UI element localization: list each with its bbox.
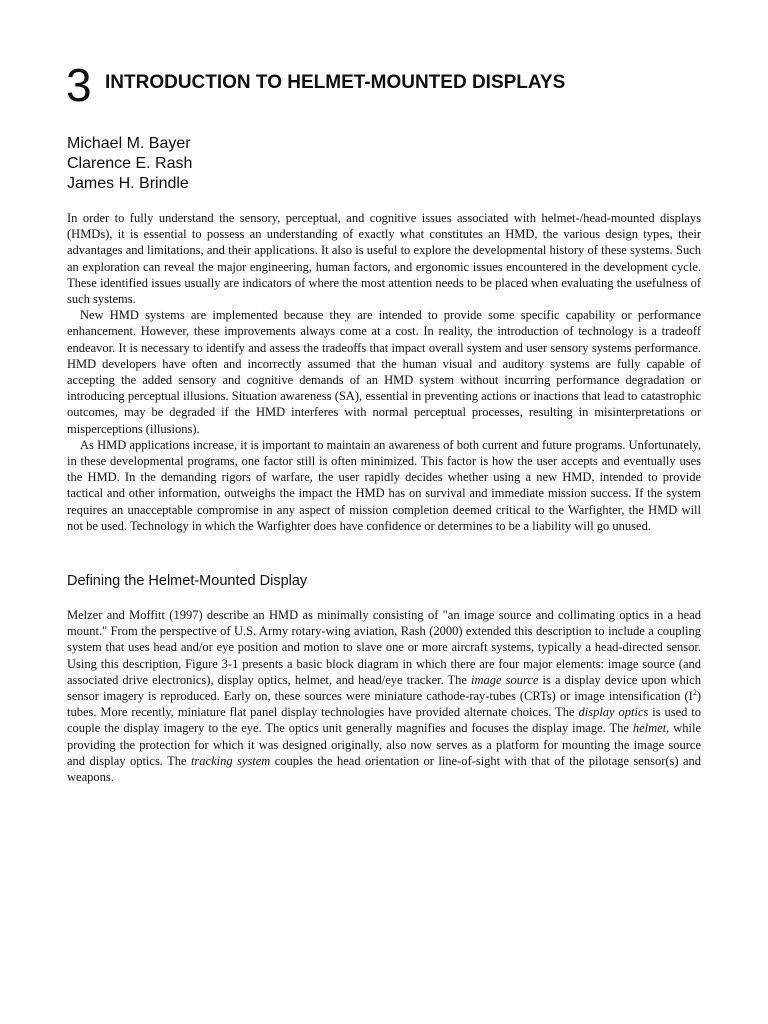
paragraph: As HMD applications increase, it is important to maintain an awareness of both current and future programs. Unfortunately, in these developmental programs, one factor still is often minimized. This factor is how the user accepts and eventually uses the HMD. In the demanding rigors of warfare, the user rapidly decides whether using a new HMD, intended to provide tactical and other information, outweighs the impact the HMD has on survival and immediate mission success. If the system requires an unacceptable compromise in any aspect of mission completion deemed critical to the Warfighter, the HMD will not be used. Technology in which the Warfighter does have confidence or determines to be a liability will go unused. <box>67 437 701 533</box>
text-run: ) tubes. More recently, miniature flat panel display technologies have provided alternate choices. The <box>67 689 701 720</box>
section-heading: Defining the Helmet-Mounted Display <box>67 573 308 589</box>
author-name: Michael M. Bayer <box>67 135 191 152</box>
text-run: couples the head orientation or line-of-sight with that of the pilotage sensor(s) and weapons. <box>67 753 702 785</box>
chapter-title: INTRODUCTION TO HELMET-MOUNTED DISPLAYS <box>105 72 566 93</box>
intro-section <box>67 210 701 534</box>
section-body <box>67 607 701 785</box>
term-helmet: helmet <box>632 721 667 736</box>
text-run: is a display device upon which sensor imagery is reproduced. Early on, these sources were miniature cathode-ray-tubes (CRTs) or image intensification (I <box>67 672 701 704</box>
paragraph <box>67 607 701 785</box>
text-run: , while providing the protection for which it was designed originally, also now serves as a platform for mounting the image source and display optics. The <box>67 721 701 768</box>
term-tracking-system: tracking system <box>190 753 271 768</box>
paragraph: New HMD systems are implemented because they are intended to provide some specific capability or performance enhancement. However, these improvements always come at a cost. In reality, the introduction of technology is a tradeoff endeavor. It is necessary to identify and assess the tradeoffs that impact overall system and user sensory systems performance. HMD developers have often and incorrectly assumed that the human visual and auditory systems are fully capable of accepting the added sensory and cognitive demands of an HMD system without incurring performance degradation or introducing perceptual illusions. Situation awareness (SA), essential in preventing actions or inactions that lead to catastrophic outcomes, may be degraded if the HMD interferes with normal perceptual processes, resulting in misinterpretations or misperceptions (illusions). <box>67 308 701 436</box>
author-list <box>67 134 192 194</box>
chapter-number: 3 <box>66 59 92 111</box>
term-display-optics: display optics <box>578 705 649 720</box>
text-run: is used to couple the display imagery to the eye. The optics unit generally magnifies and focuses the display image. The <box>67 705 701 736</box>
text-run: Melzer and Moffitt (1997) describe an HMD as minimally consisting of "an image source and collimating optics in a head mount." From the perspective of U.S. Army rotary-wing aviation, Rash (2000) extended this description to include a coupling system that uses head and/or eye position and motion to slave one or more aircraft systems, typically a head-directed sensor. Using this description, Figure 3-1 presents a basic block diagram in which there are four major elements: image source (and associated drive electronics), display optics, helmet, and head/eye tracker. The <box>67 608 701 687</box>
author-name: Clarence E. Rash <box>67 155 193 172</box>
author-name: James H. Brindle <box>67 175 189 192</box>
term-image-source: image source <box>471 672 539 687</box>
superscript: 2 <box>692 687 697 697</box>
paragraph: In order to fully understand the sensory, perceptual, and cognitive issues associated with helmet-/head-mounted displays (HMDs), it is essential to possess an understanding of exactly what constitutes an HMD, the various design types, their advantages and limitations, and their applications. It also is useful to explore the developmental history of these systems. Such an exploration can reveal the major engineering, human factors, and ergonomic issues encountered in the development cycle. These identified issues usually are indicators of where the most attention needs to be placed when evaluating the usefulness of such systems. <box>67 211 701 307</box>
